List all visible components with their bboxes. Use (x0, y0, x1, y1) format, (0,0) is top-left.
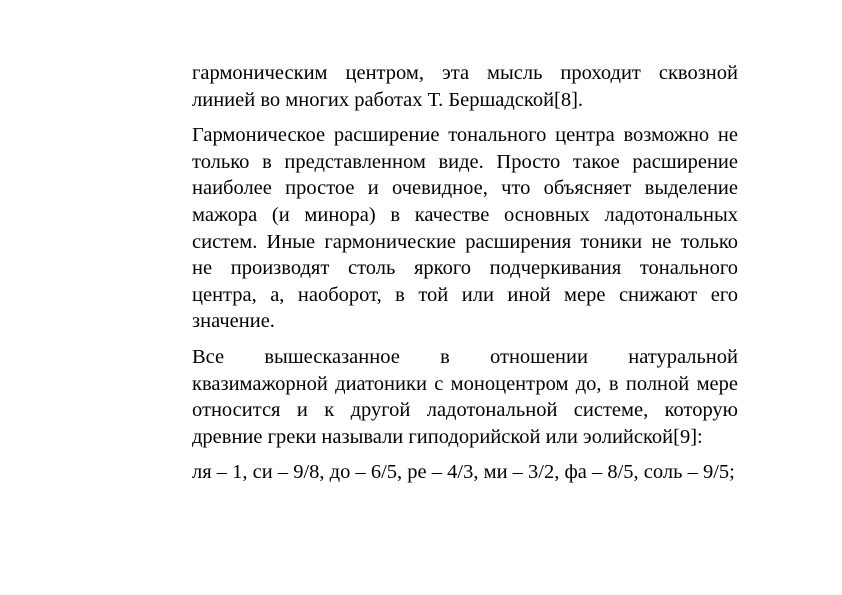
document-page (192, 60, 738, 486)
paragraph-interval-ratios: ля – 1, си – 9/8, до – 6/5, ре – 4/3, ми – 3/2, фа – 8/5, соль – 9/5; (192, 461, 735, 484)
paragraph-tonal-expansion: Гармоническое расширение тонального центра возможно не только в представленном виде. Просто такое расширение наиболее простое и очевидное, что объясняет выделение мажора (и минора) в качестве основных ладотональных систем. Иные гармонические расширения тоники не только не производят столь яркого подчеркивания тонального центра, а, наоборот, в той или иной мере снижают его значение. (192, 124, 738, 333)
paragraph-hypodorian-system: Все вышесказанное в отношении натуральной квазимажорной диатоники с моноцентром до, в полной мере относится и к другой ладотональной системе, которую древние греки называли гиподорийской или эолийской[9]: (192, 345, 738, 448)
paragraph-harmonic-center: гармоническим центром, эта мысль проходит сквозной линией во многих работах Т. Бершадской[8]. (192, 62, 738, 111)
